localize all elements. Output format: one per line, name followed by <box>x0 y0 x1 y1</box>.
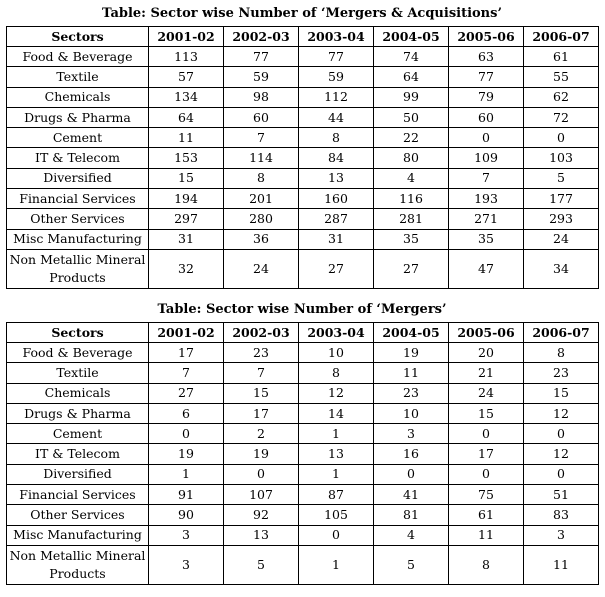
column-header: 2005-06 <box>449 323 524 343</box>
value-cell: 21 <box>449 363 524 383</box>
column-header: 2005-06 <box>449 27 524 47</box>
value-cell: 8 <box>524 343 599 363</box>
value-cell: 3 <box>149 525 224 545</box>
value-cell: 24 <box>224 249 299 288</box>
value-cell: 1 <box>299 545 374 584</box>
value-cell: 194 <box>149 189 224 209</box>
column-header: 2006-07 <box>524 27 599 47</box>
value-cell: 112 <box>299 87 374 107</box>
table-row <box>7 249 599 288</box>
value-cell: 107 <box>224 485 299 505</box>
value-cell: 17 <box>449 444 524 464</box>
sector-cell: Food & Beverage <box>7 47 149 67</box>
value-cell: 24 <box>524 229 599 249</box>
value-cell: 84 <box>299 148 374 168</box>
value-cell: 47 <box>449 249 524 288</box>
table-row <box>7 383 599 403</box>
value-cell: 92 <box>224 505 299 525</box>
value-cell: 0 <box>299 525 374 545</box>
mergers-table <box>6 322 599 585</box>
table-row <box>7 148 599 168</box>
value-cell: 177 <box>524 189 599 209</box>
value-cell: 2 <box>224 424 299 444</box>
value-cell: 0 <box>449 464 524 484</box>
table-row <box>7 505 599 525</box>
value-cell: 0 <box>224 464 299 484</box>
column-header: Sectors <box>7 27 149 47</box>
table-title: Table: Sector wise Number of ‘Mergers & Acquisitions’ <box>102 6 502 21</box>
value-cell: 297 <box>149 209 224 229</box>
column-header: 2003-04 <box>299 323 374 343</box>
sector-cell: IT & Telecom <box>7 444 149 464</box>
value-cell: 27 <box>149 383 224 403</box>
value-cell: 4 <box>374 168 449 188</box>
value-cell: 81 <box>374 505 449 525</box>
value-cell: 116 <box>374 189 449 209</box>
value-cell: 0 <box>449 128 524 148</box>
value-cell: 0 <box>524 128 599 148</box>
value-cell: 0 <box>374 464 449 484</box>
value-cell: 5 <box>524 168 599 188</box>
table-row <box>7 444 599 464</box>
value-cell: 51 <box>524 485 599 505</box>
value-cell: 0 <box>449 424 524 444</box>
value-cell: 1 <box>149 464 224 484</box>
value-cell: 0 <box>524 464 599 484</box>
table-row <box>7 403 599 423</box>
header-row <box>7 323 599 343</box>
table-row <box>7 464 599 484</box>
value-cell: 8 <box>449 545 524 584</box>
value-cell: 7 <box>224 363 299 383</box>
value-cell: 20 <box>449 343 524 363</box>
value-cell: 193 <box>449 189 524 209</box>
value-cell: 14 <box>299 403 374 423</box>
table-row <box>7 485 599 505</box>
value-cell: 15 <box>524 383 599 403</box>
value-cell: 8 <box>224 168 299 188</box>
value-cell: 79 <box>449 87 524 107</box>
value-cell: 4 <box>374 525 449 545</box>
sector-cell: Non Metallic Mineral Products <box>7 249 149 288</box>
value-cell: 11 <box>149 128 224 148</box>
table-row <box>7 343 599 363</box>
sector-cell: IT & Telecom <box>7 148 149 168</box>
value-cell: 0 <box>149 424 224 444</box>
value-cell: 19 <box>149 444 224 464</box>
value-cell: 77 <box>299 47 374 67</box>
value-cell: 12 <box>524 403 599 423</box>
table-row <box>7 525 599 545</box>
value-cell: 15 <box>149 168 224 188</box>
value-cell: 72 <box>524 107 599 127</box>
sector-cell: Other Services <box>7 209 149 229</box>
value-cell: 7 <box>224 128 299 148</box>
value-cell: 34 <box>524 249 599 288</box>
column-header: 2006-07 <box>524 323 599 343</box>
value-cell: 17 <box>224 403 299 423</box>
value-cell: 11 <box>449 525 524 545</box>
value-cell: 64 <box>149 107 224 127</box>
sector-cell: Chemicals <box>7 87 149 107</box>
table-row <box>7 67 599 87</box>
value-cell: 60 <box>449 107 524 127</box>
value-cell: 87 <box>299 485 374 505</box>
value-cell: 15 <box>224 383 299 403</box>
sector-cell: Textile <box>7 363 149 383</box>
sector-cell: Non Metallic Mineral Products <box>7 545 149 584</box>
value-cell: 23 <box>224 343 299 363</box>
table-row <box>7 87 599 107</box>
value-cell: 15 <box>449 403 524 423</box>
table-row <box>7 363 599 383</box>
column-header: 2001-02 <box>149 27 224 47</box>
value-cell: 62 <box>524 87 599 107</box>
table-row <box>7 128 599 148</box>
value-cell: 59 <box>299 67 374 87</box>
value-cell: 11 <box>374 363 449 383</box>
value-cell: 23 <box>524 363 599 383</box>
value-cell: 293 <box>524 209 599 229</box>
value-cell: 10 <box>299 343 374 363</box>
value-cell: 3 <box>374 424 449 444</box>
column-header: 2004-05 <box>374 27 449 47</box>
value-cell: 27 <box>299 249 374 288</box>
value-cell: 19 <box>374 343 449 363</box>
value-cell: 109 <box>449 148 524 168</box>
value-cell: 22 <box>374 128 449 148</box>
value-cell: 6 <box>149 403 224 423</box>
value-cell: 280 <box>224 209 299 229</box>
sector-cell: Diversified <box>7 168 149 188</box>
ma-table-block <box>6 4 598 289</box>
value-cell: 153 <box>149 148 224 168</box>
value-cell: 31 <box>299 229 374 249</box>
table-row <box>7 424 599 444</box>
table-row <box>7 209 599 229</box>
header-row <box>7 27 599 47</box>
value-cell: 41 <box>374 485 449 505</box>
value-cell: 13 <box>299 444 374 464</box>
value-cell: 0 <box>524 424 599 444</box>
sector-cell: Diversified <box>7 464 149 484</box>
value-cell: 12 <box>299 383 374 403</box>
value-cell: 77 <box>449 67 524 87</box>
column-header: 2002-03 <box>224 323 299 343</box>
value-cell: 19 <box>224 444 299 464</box>
value-cell: 83 <box>524 505 599 525</box>
value-cell: 16 <box>374 444 449 464</box>
value-cell: 24 <box>449 383 524 403</box>
column-header: 2002-03 <box>224 27 299 47</box>
value-cell: 35 <box>374 229 449 249</box>
value-cell: 5 <box>374 545 449 584</box>
value-cell: 61 <box>524 47 599 67</box>
value-cell: 98 <box>224 87 299 107</box>
value-cell: 59 <box>224 67 299 87</box>
value-cell: 63 <box>449 47 524 67</box>
value-cell: 17 <box>149 343 224 363</box>
value-cell: 1 <box>299 464 374 484</box>
value-cell: 105 <box>299 505 374 525</box>
table-title: Table: Sector wise Number of ‘Mergers’ <box>157 302 447 317</box>
sector-cell: Textile <box>7 67 149 87</box>
ma-table <box>6 26 599 289</box>
value-cell: 80 <box>374 148 449 168</box>
sector-cell: Financial Services <box>7 189 149 209</box>
value-cell: 7 <box>449 168 524 188</box>
value-cell: 61 <box>449 505 524 525</box>
value-cell: 64 <box>374 67 449 87</box>
column-header: 2003-04 <box>299 27 374 47</box>
value-cell: 31 <box>149 229 224 249</box>
table-row <box>7 47 599 67</box>
value-cell: 23 <box>374 383 449 403</box>
value-cell: 114 <box>224 148 299 168</box>
value-cell: 3 <box>524 525 599 545</box>
value-cell: 201 <box>224 189 299 209</box>
value-cell: 113 <box>149 47 224 67</box>
sector-cell: Misc Manufacturing <box>7 229 149 249</box>
value-cell: 36 <box>224 229 299 249</box>
sector-cell: Cement <box>7 128 149 148</box>
value-cell: 10 <box>374 403 449 423</box>
sector-cell: Chemicals <box>7 383 149 403</box>
value-cell: 7 <box>149 363 224 383</box>
column-header: 2001-02 <box>149 323 224 343</box>
value-cell: 50 <box>374 107 449 127</box>
value-cell: 99 <box>374 87 449 107</box>
value-cell: 3 <box>149 545 224 584</box>
value-cell: 11 <box>524 545 599 584</box>
value-cell: 287 <box>299 209 374 229</box>
value-cell: 27 <box>374 249 449 288</box>
sector-cell: Financial Services <box>7 485 149 505</box>
mergers-table-block <box>6 300 598 585</box>
sector-cell: Food & Beverage <box>7 343 149 363</box>
value-cell: 134 <box>149 87 224 107</box>
value-cell: 44 <box>299 107 374 127</box>
value-cell: 271 <box>449 209 524 229</box>
value-cell: 5 <box>224 545 299 584</box>
table-row <box>7 229 599 249</box>
value-cell: 57 <box>149 67 224 87</box>
value-cell: 75 <box>449 485 524 505</box>
value-cell: 90 <box>149 505 224 525</box>
sector-cell: Drugs & Pharma <box>7 403 149 423</box>
table-row <box>7 107 599 127</box>
value-cell: 13 <box>299 168 374 188</box>
value-cell: 13 <box>224 525 299 545</box>
value-cell: 12 <box>524 444 599 464</box>
value-cell: 8 <box>299 128 374 148</box>
value-cell: 103 <box>524 148 599 168</box>
value-cell: 160 <box>299 189 374 209</box>
value-cell: 281 <box>374 209 449 229</box>
table-row <box>7 189 599 209</box>
sector-cell: Cement <box>7 424 149 444</box>
value-cell: 77 <box>224 47 299 67</box>
value-cell: 1 <box>299 424 374 444</box>
column-header: Sectors <box>7 323 149 343</box>
value-cell: 32 <box>149 249 224 288</box>
value-cell: 74 <box>374 47 449 67</box>
table-row <box>7 168 599 188</box>
column-header: 2004-05 <box>374 323 449 343</box>
sector-cell: Drugs & Pharma <box>7 107 149 127</box>
value-cell: 60 <box>224 107 299 127</box>
value-cell: 55 <box>524 67 599 87</box>
table-row <box>7 545 599 584</box>
value-cell: 8 <box>299 363 374 383</box>
sector-cell: Other Services <box>7 505 149 525</box>
value-cell: 91 <box>149 485 224 505</box>
sector-cell: Misc Manufacturing <box>7 525 149 545</box>
value-cell: 35 <box>449 229 524 249</box>
